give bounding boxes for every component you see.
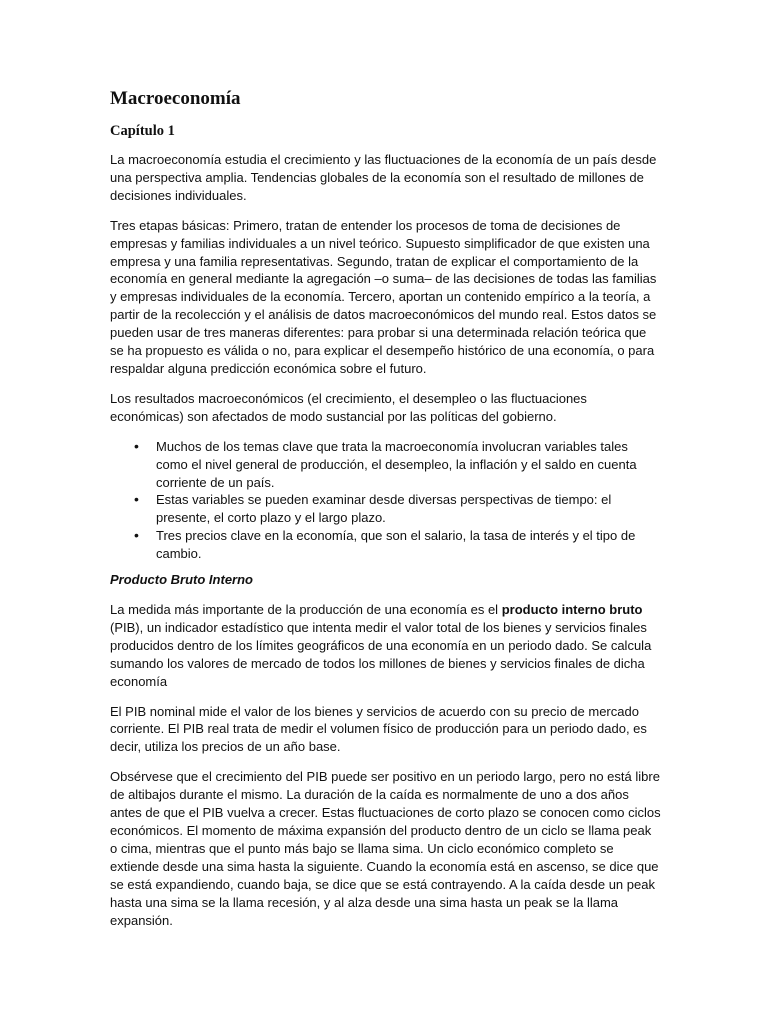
section-heading: Producto Bruto Interno	[110, 572, 253, 588]
paragraph-gdp-definition	[110, 601, 662, 691]
list-item	[134, 527, 662, 563]
list-item-text: Muchos de los temas clave que trata la macroeconomía involucran variables tales como el nivel general de producción, el desempleo, la inflación y el saldo en cuenta corriente de un país.	[156, 438, 637, 490]
paragraph-text: (PIB), un indicador estadístico que intenta medir el valor total de los bienes y servicios finales producidos dentro de los límites geográficos de una economía en un periodo dado. Se calcula sumando los valores de mercado de todos los millones de bienes y servicios finales de dicha economía	[110, 619, 652, 689]
list-item	[134, 491, 662, 527]
paragraph-policies: Los resultados macroeconómicos (el crecimiento, el desempleo o las fluctuaciones económicas) son afectados de modo sustancial por las políticas del gobierno.	[110, 390, 587, 424]
paragraph-text: La medida más importante de la producción de una economía es el	[110, 602, 502, 618]
list-item-text: Estas variables se pueden examinar desde diversas perspectivas de tiempo: el presente, el corto plazo y el largo plazo.	[156, 492, 612, 526]
bold-term: producto interno bruto	[501, 602, 643, 618]
bullet-list	[110, 438, 662, 563]
list-item	[134, 437, 662, 492]
list-item-text: Tres precios clave en la economía, que son el salario, la tasa de interés y el tipo de cambio.	[156, 528, 636, 562]
bullet-icon: •	[134, 437, 139, 454]
paragraph-cycles: Obsérvese que el crecimiento del PIB puede ser positivo en un periodo largo, pero no está libre de altibajos durante el mismo. La duración de la caída es normalmente de uno a dos años antes de que el PIB vuelva a crecer. Estas fluctuaciones de corto plazo se conocen como ciclos económicos. El momento de máxima expansión del producto dentro de un ciclo se llama peak o cima, mientras que el punto más bajo se llama sima. Un ciclo económico completo se extiende desde una sima hasta la siguiente. Cuando la economía está en ascenso, se dice que se está expandiendo, cuando baja, se dice que se está contrayendo. A la caída desde un peak hasta una sima se la llama recesión, y al alza desde una sima hasta un peak se la llama expansión.	[110, 769, 661, 928]
document-title: Macroeconomía	[110, 88, 241, 109]
paragraph-stages: Tres etapas básicas: Primero, tratan de entender los procesos de toma de decisiones de empresas y familias individuales a un nivel teórico. Supuesto simplificador de que existen una empresa y una familia representativas. Segundo, tratan de explicar el comportamiento de la economía en general mediante la agregación –o suma– de las decisiones de todas las familias y empresas individuales de la economía. Tercero, aportan un contenido empírico a la teoría, a partir de la recolección y el análisis de datos macroeconómicos del mundo real. Estos datos se pueden usar de tres maneras diferentes: para probar si una determinada relación teórica que se ha propuesto es válida o no, para explicar el desempeño histórico de una economía, o para respaldar alguna predicción económica sobre el futuro.	[110, 217, 657, 376]
bullet-icon: •	[134, 527, 139, 544]
paragraph-intro: La macroeconomía estudia el crecimiento y las fluctuaciones de la economía de un país desde una perspectiva amplia. Tendencias globales de la economía son el resultado de millones de decisiones individuales.	[110, 152, 657, 203]
bullet-icon: •	[134, 491, 139, 508]
paragraph-nominal-real: El PIB nominal mide el valor de los bienes y servicios de acuerdo con su precio de mercado corriente. El PIB real trata de medir el volumen físico de producción para un periodo dado, es decir, utiliza los precios de un año base.	[110, 703, 647, 755]
chapter-heading: Capítulo 1	[110, 123, 175, 139]
